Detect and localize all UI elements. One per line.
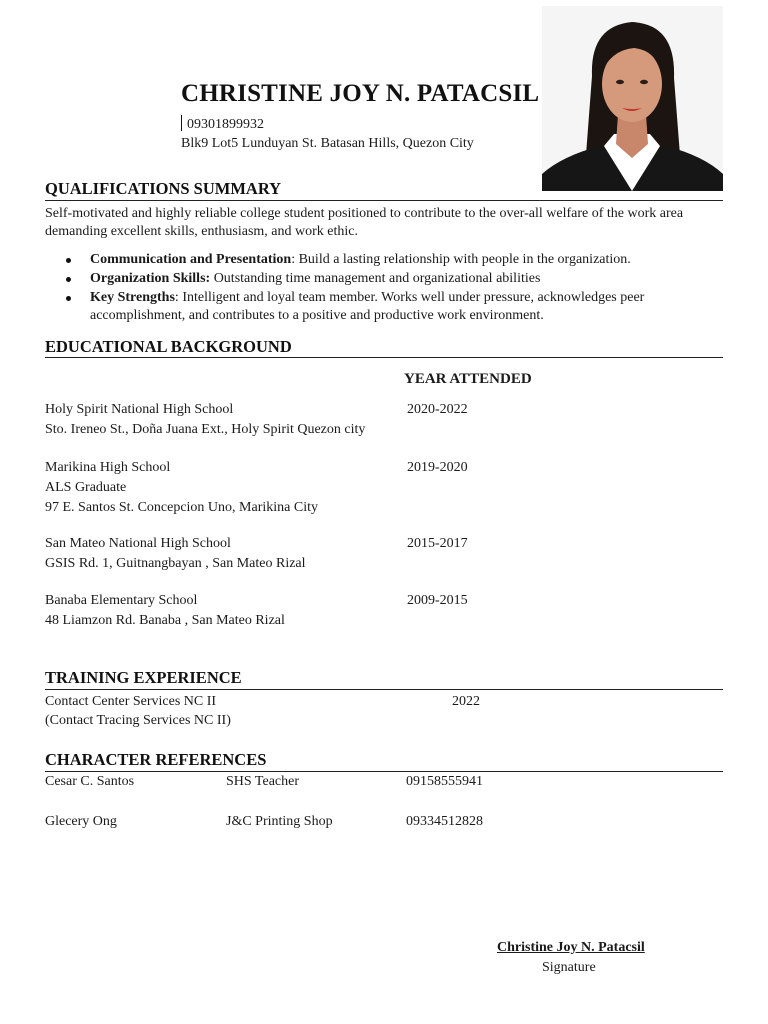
section-title-education: EDUCATIONAL BACKGROUND — [45, 337, 292, 356]
section-divider — [45, 689, 723, 690]
school-years: 2020-2022 — [407, 402, 468, 417]
school-name: Banaba Elementary School — [45, 593, 198, 608]
school-address: Sto. Ireneo St., Doña Juana Ext., Holy Spirit Quezon city — [45, 422, 366, 437]
qualifications-list — [62, 251, 722, 326]
phone-number: 09301899932 — [187, 117, 264, 132]
skill-sep: : — [174, 290, 179, 305]
school-name: Marikina High School — [45, 460, 171, 475]
school-years: 2015-2017 — [407, 536, 468, 551]
section-divider — [45, 200, 723, 201]
address: Blk9 Lot5 Lunduyan St. Batasan Hills, Quezon City — [181, 136, 474, 151]
section-title-training: TRAINING EXPERIENCE — [45, 668, 242, 687]
training-course: Contact Center Services NC II — [45, 694, 217, 709]
training-year: 2022 — [452, 694, 480, 709]
list-item — [62, 270, 722, 288]
reference-phone: 09334512828 — [406, 814, 483, 829]
profile-photo-illustration — [542, 6, 723, 191]
skill-label: Communication and Presentation — [90, 252, 292, 267]
list-item — [62, 251, 722, 269]
divider-bar — [181, 115, 182, 131]
school-years: 2009-2015 — [407, 593, 468, 608]
section-title-qualifications: QUALIFICATIONS SUMMARY — [45, 179, 282, 198]
skill-text: Outstanding time management and organizational abilities — [210, 271, 541, 286]
reference-position: SHS Teacher — [226, 774, 300, 789]
skill-text: Intelligent and loyal team member. Works well under pressure, acknowledges peer accomplishment, and contributes to a positive and productive work environment. — [90, 290, 645, 323]
training-course-sub: (Contact Tracing Services NC II) — [45, 713, 231, 728]
school-address: 97 E. Santos St. Concepcion Uno, Marikina City — [45, 500, 318, 515]
applicant-name: CHRISTINE JOY N. PATACSIL — [181, 80, 540, 107]
reference-position: J&C Printing Shop — [226, 814, 333, 829]
profile-photo — [542, 6, 723, 191]
year-attended-header: YEAR ATTENDED — [404, 371, 532, 387]
reference-phone: 09158555941 — [406, 774, 483, 789]
bullet-icon — [66, 258, 71, 263]
school-note: ALS Graduate — [45, 480, 127, 495]
school-name: San Mateo National High School — [45, 536, 231, 551]
bullet-icon — [66, 296, 71, 301]
skill-sep: : — [291, 252, 296, 267]
section-divider — [45, 357, 723, 358]
skill-label: Organization Skills: — [90, 271, 211, 286]
school-years: 2019-2020 — [407, 460, 468, 475]
list-item — [62, 289, 722, 325]
skill-text: Build a lasting relationship with people in the organization. — [295, 252, 631, 267]
school-name: Holy Spirit National High School — [45, 402, 234, 417]
qualifications-summary: Self-motivated and highly reliable college student positioned to contribute to the over-all welfare of the work area demanding excellent skills, enthusiasm, and work ethic. — [45, 206, 684, 239]
bullet-icon — [66, 277, 71, 282]
signature-label: Signature — [542, 960, 596, 975]
reference-name: Glecery Ong — [45, 814, 117, 829]
school-address: GSIS Rd. 1, Guitnangbayan , San Mateo Rizal — [45, 556, 306, 571]
section-title-references: CHARACTER REFERENCES — [45, 750, 267, 769]
phone-line — [181, 115, 264, 133]
reference-name: Cesar C. Santos — [45, 774, 135, 789]
skill-label: Key Strengths — [90, 290, 175, 305]
school-address: 48 Liamzon Rd. Banaba , San Mateo Rizal — [45, 613, 285, 628]
signature-name: Christine Joy N. Patacsil — [497, 940, 645, 955]
section-divider — [45, 771, 723, 772]
